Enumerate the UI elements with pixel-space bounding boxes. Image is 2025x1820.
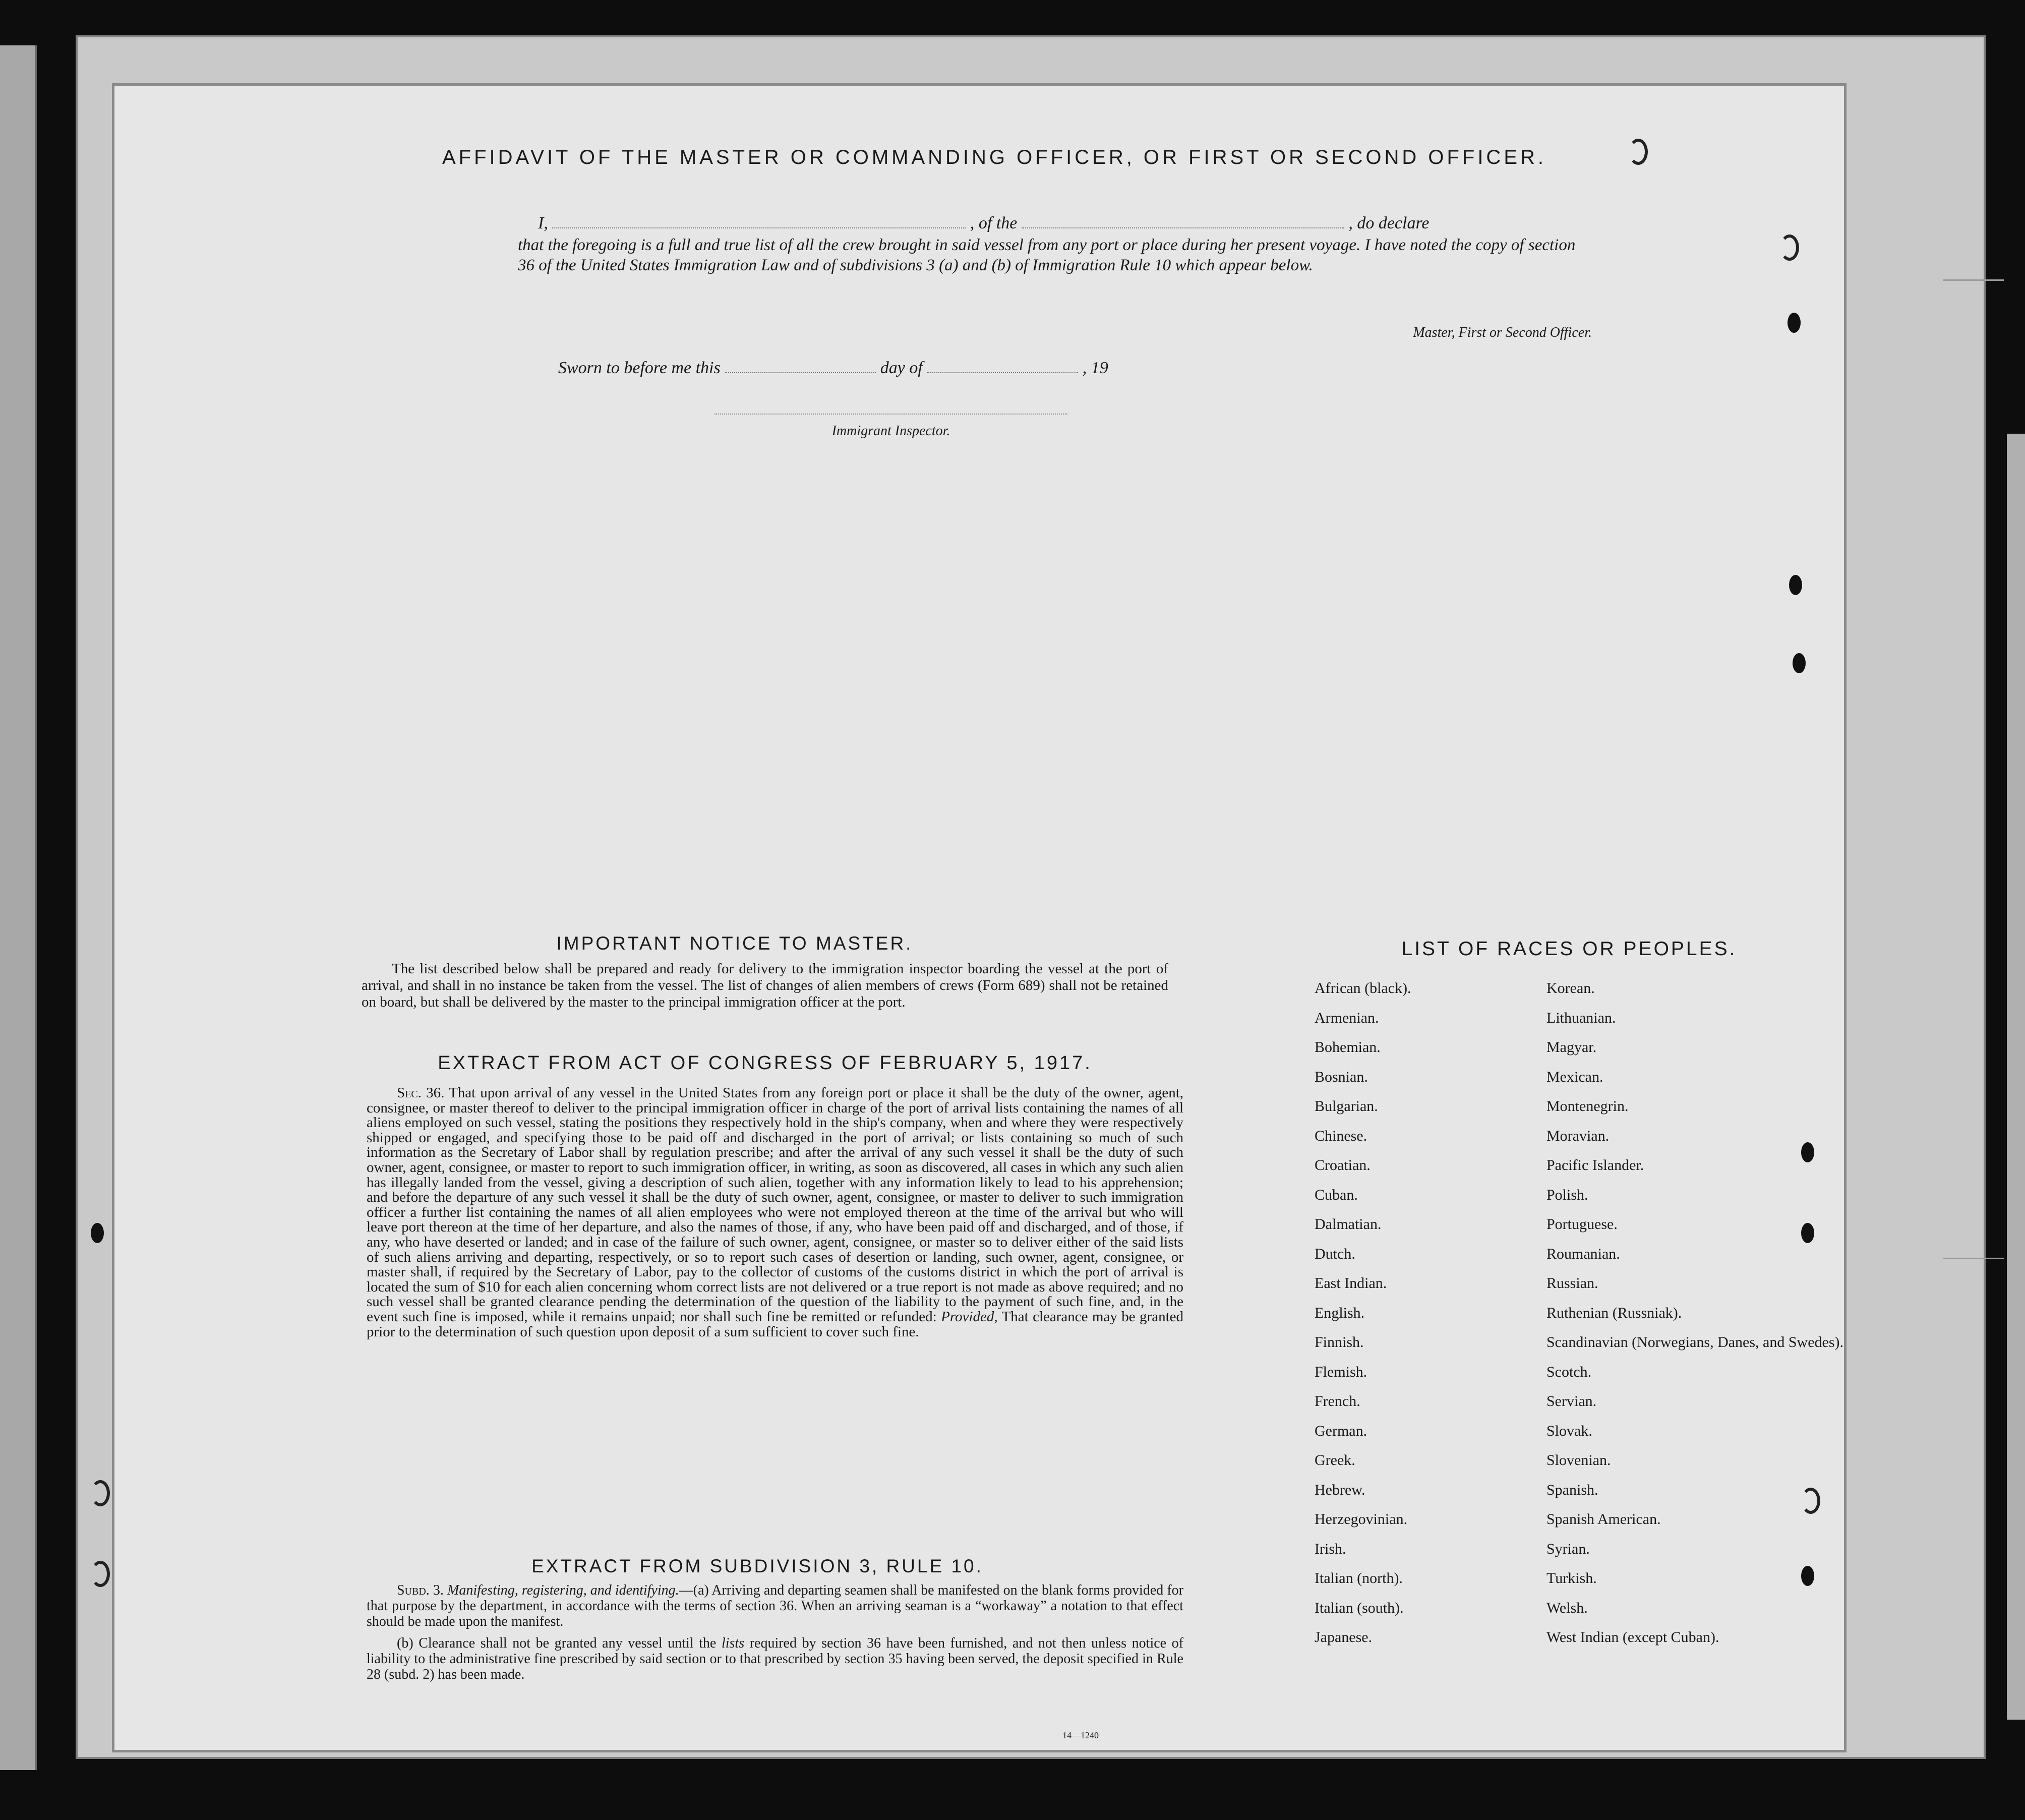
- race-item: Croatian.: [1315, 1157, 1371, 1173]
- signature-label: Master, First or Second Officer.: [1413, 325, 1592, 340]
- race-item: Mexican.: [1546, 1068, 1603, 1085]
- punch-hole: [91, 1561, 110, 1587]
- race-item: Irish.: [1315, 1540, 1346, 1557]
- race-item: Chinese.: [1315, 1127, 1367, 1144]
- race-item: Magyar.: [1546, 1039, 1597, 1055]
- race-item: Spanish American.: [1546, 1511, 1661, 1528]
- race-item: Flemish.: [1315, 1363, 1367, 1380]
- race-item: Japanese.: [1315, 1629, 1373, 1646]
- affidavit-declaration-line: [538, 213, 1587, 233]
- race-item: Turkish.: [1546, 1570, 1597, 1587]
- punch-hole: [1801, 1566, 1814, 1586]
- extract-rule-title: EXTRACT FROM SUBDIVISION 3, RULE 10.: [531, 1556, 983, 1576]
- race-item: African (black).: [1315, 980, 1411, 996]
- subdivision-heading: Manifesting, registering, and identifying.: [447, 1582, 679, 1598]
- punch-hole: [1780, 234, 1799, 261]
- subdivision-a-text: —(a) Arriving and departing seamen shall be manifested on the blank forms provided for that purpose by the department, in accordance with the terms of section 36. When an arriving seaman is a “workaway” a notation to that effect should be made upon the manifest.: [367, 1582, 1183, 1629]
- extract-act-title: EXTRACT FROM ACT OF CONGRESS OF FEBRUARY 5, 1917.: [438, 1052, 1092, 1074]
- sworn-line: [558, 358, 1415, 378]
- race-item: Ruthenian (Russniak).: [1546, 1304, 1682, 1321]
- affidavit-i: I,: [538, 214, 548, 232]
- races-column-right: [1546, 980, 1843, 1659]
- vessel-name-blank: [1022, 227, 1344, 228]
- section-36-text: [367, 1086, 1183, 1339]
- provided-label: Provided,: [941, 1308, 998, 1325]
- inspector-signature-line: [714, 414, 1067, 415]
- inspector-label: Immigrant Inspector.: [831, 423, 950, 439]
- race-item: Dutch.: [1315, 1245, 1355, 1262]
- race-item: Montenegrin.: [1546, 1098, 1629, 1114]
- affidavit-do-declare: , do declare: [1348, 214, 1430, 232]
- race-item: Lithuanian.: [1546, 1009, 1616, 1026]
- races-column-left: [1315, 980, 1411, 1659]
- subdivision-b-end: required by section 36 have been furnished, and not then unless notice of liability to the administrative fine prescribed by said section or to that prescribed by section 35 having been served, the deposit specified in Rule 28 (subd. 2) has been made.: [367, 1635, 1184, 1682]
- notice-title: IMPORTANT NOTICE TO MASTER.: [556, 933, 913, 954]
- race-item: Bohemian.: [1315, 1039, 1381, 1055]
- race-item: West Indian (except Cuban).: [1546, 1629, 1719, 1646]
- race-item: German.: [1315, 1422, 1367, 1439]
- race-item: Syrian.: [1546, 1540, 1590, 1557]
- sworn-prefix: Sworn to before me this: [558, 359, 721, 377]
- affidavit-body: that the foregoing is a full and true list of all the crew brought in said vessel from any port or place during her present voyage. I have noted the copy of section 36 of the United States Immigration Law and of subdivisions 3 (a) and (b) of Immigration Rule 10 which appear below.: [518, 236, 1576, 274]
- punch-hole: [1793, 653, 1806, 673]
- race-item: Moravian.: [1546, 1127, 1610, 1144]
- race-item: Finnish.: [1315, 1334, 1364, 1351]
- race-item: East Indian.: [1315, 1275, 1387, 1291]
- race-item: Pacific Islander.: [1546, 1157, 1644, 1173]
- subdivision-b-start: (b) Clearance shall not be granted any vessel until the: [397, 1635, 717, 1651]
- form-page: [112, 83, 1847, 1752]
- day-blank: [725, 372, 876, 373]
- notice-body: The list described below shall be prepared and ready for delivery to the immigration inspector boarding the vessel at the port of arrival, and shall in no instance be taken from the vessel. The list of changes of alien members of crews (Form 689) shall not be retained on board, but shall be delivered by the master to the principal immigration officer at the port.: [362, 961, 1168, 1010]
- race-item: Scotch.: [1546, 1363, 1592, 1380]
- underlying-page-right: [2007, 434, 2025, 1720]
- race-item: Spanish.: [1546, 1481, 1598, 1498]
- punch-hole: [1801, 1142, 1814, 1162]
- section-36-body-end: That clearance may be granted prior to the determination of such question upon deposit of a sum sufficient to cover such fine.: [367, 1308, 1183, 1340]
- race-item: Servian.: [1546, 1393, 1597, 1410]
- punch-hole: [91, 1480, 110, 1506]
- race-item: Slovenian.: [1546, 1452, 1611, 1469]
- year-label: , 19: [1082, 359, 1108, 377]
- ruled-line: [1943, 1258, 2004, 1259]
- subdivision-3-b: [367, 1635, 1183, 1682]
- punch-hole: [1801, 1223, 1814, 1243]
- punch-hole: [91, 1223, 104, 1243]
- section-label: Sec. 36.: [397, 1085, 445, 1101]
- form-number: 14—1240: [1062, 1730, 1099, 1740]
- affidavit-of-the: , of the: [970, 214, 1018, 232]
- punch-hole: [1789, 575, 1802, 595]
- race-item: Herzegovinian.: [1315, 1511, 1408, 1528]
- race-item: Armenian.: [1315, 1009, 1379, 1026]
- race-item: Korean.: [1546, 980, 1595, 996]
- race-item: Bulgarian.: [1315, 1098, 1378, 1114]
- race-item: English.: [1315, 1304, 1365, 1321]
- race-item: Welsh.: [1546, 1599, 1588, 1616]
- race-item: Dalmatian.: [1315, 1216, 1382, 1232]
- subdivision-3-a: [367, 1582, 1183, 1629]
- month-blank: [927, 372, 1078, 373]
- race-item: Scandinavian (Norwegians, Danes, and Swedes).: [1546, 1334, 1843, 1351]
- race-item: Greek.: [1315, 1452, 1355, 1469]
- punch-hole: [1788, 313, 1801, 333]
- race-item: French.: [1315, 1393, 1360, 1410]
- race-item: Russian.: [1546, 1275, 1598, 1291]
- race-item: Portuguese.: [1546, 1216, 1618, 1232]
- ruled-line: [1943, 279, 2004, 281]
- punch-hole: [1801, 1488, 1820, 1514]
- master-name-blank: [552, 227, 966, 228]
- section-36-body: That upon arrival of any vessel in the United States from any foreign port or place it shall be the duty of the owner, agent, consignee, or master thereof to deliver to the principal immigration officer in charge of the port of arrival lists containing the names of all aliens employed on such vessel, stating the positions they respectively hold in the ship's company, when and where they were respectively shipped or engaged, and specifying those to be paid off and discharged in the port of arrival; or lists containing so much of such information as the Secretary of Labor shall by regulation prescribe; and after the arrival of any such vessel it shall be the duty of such owner, agent, consignee, or master to report to such immigration officer, in writing, as soon as discovered, all cases in which any such alien has illegally landed from the vessel, giving a description of such alien, together with any information likely to lead to his apprehension; and before the departure of any such vessel it shall be the duty of such owner, agent, consignee, or master to deliver to such immigration officer a further list containing the names of all alien employees who were not employed thereon at the time of the arrival but who will leave port thereon at the time of her departure, and also the names of those, if any, who have been paid off and discharged, and of those, if any, who have deserted or landed; and in case of the failure of such owner, agent, consignee, or master so to deliver either of the said lists of such aliens arriving and departing, respectively, or so to report such cases of desertion or landing, such owner, agent, consignee, or master shall, if required by the Secretary of Labor, pay to the collector of customs of the customs district in which the port of arrival is located the sum of $10 for each alien concerning whom correct lists are not delivered or a true report is not made as above required; and no such vessel shall be granted clearance pending the determination of the question of the liability to the payment of such fine, and, in the event such fine is imposed, while it remains unpaid; nor shall such fine be remitted or refunded:: [367, 1085, 1184, 1325]
- race-item: Slovak.: [1546, 1422, 1592, 1439]
- day-of-label: day of: [880, 359, 923, 377]
- race-item: Roumanian.: [1546, 1245, 1620, 1262]
- subdivision-label: Subd. 3.: [397, 1582, 444, 1598]
- punch-hole: [1629, 139, 1648, 165]
- underlying-page-left: [0, 45, 37, 1770]
- races-title: LIST OF RACES OR PEOPLES.: [1401, 938, 1737, 960]
- race-item: Polish.: [1546, 1186, 1588, 1203]
- race-item: Cuban.: [1315, 1186, 1358, 1203]
- race-item: Hebrew.: [1315, 1481, 1365, 1498]
- race-item: Bosnian.: [1315, 1068, 1368, 1085]
- race-item: Italian (north).: [1315, 1570, 1403, 1587]
- subdivision-b-lists: lists: [721, 1635, 745, 1651]
- affidavit-title: AFFIDAVIT OF THE MASTER OR COMMANDING OFFICER, OR FIRST OR SECOND OFFICER.: [442, 146, 1546, 168]
- race-item: Italian (south).: [1315, 1599, 1404, 1616]
